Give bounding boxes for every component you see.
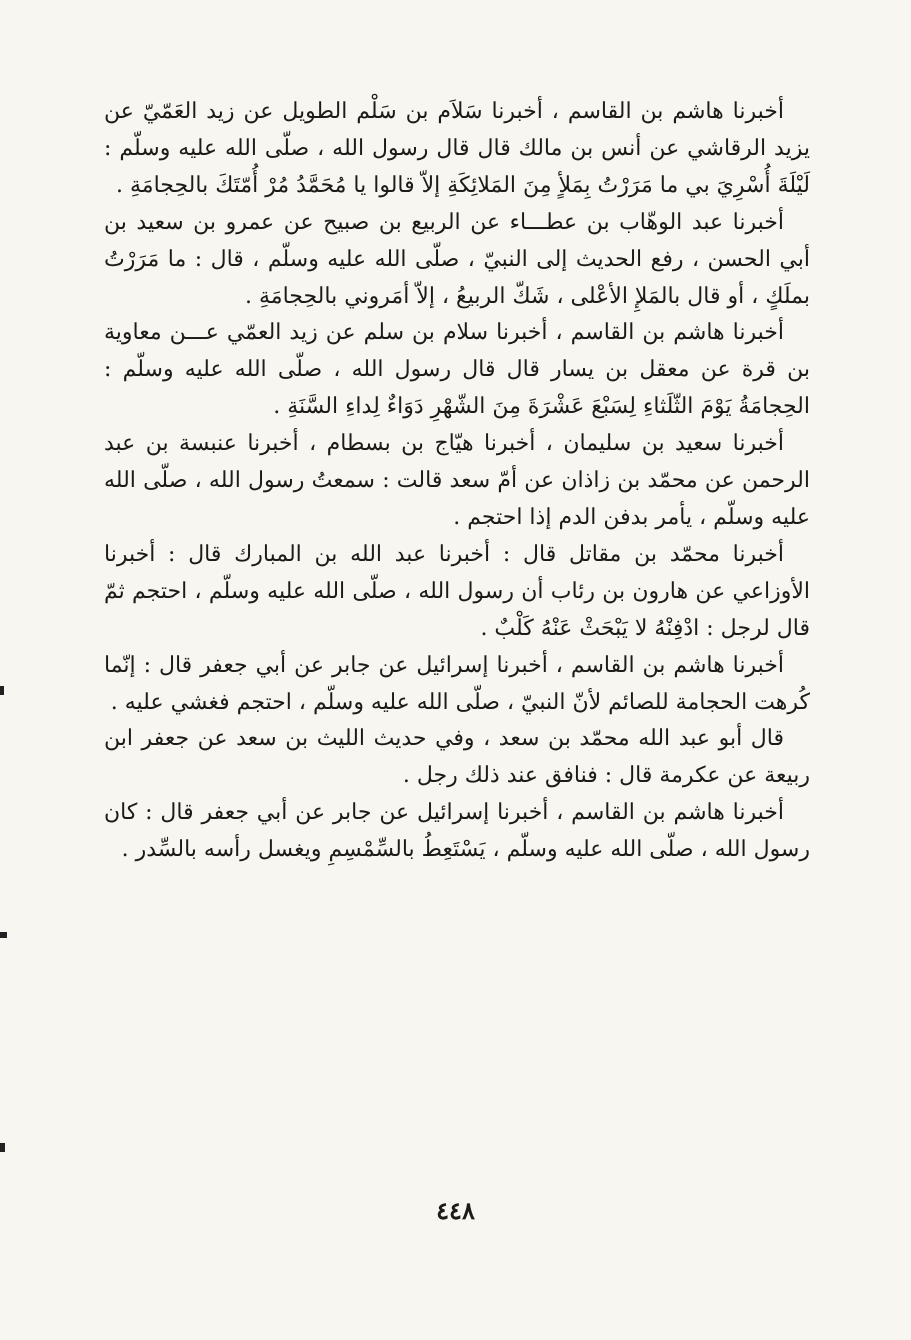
- paragraph-5: أخبرنا محمّد بن مقاتل قال : أخبرنا عبد الله بن المبارك قال : أخبرنا الأوزاعي عن هارون بن رئاب أن رسول الله ، صلّى الله عليه وسلّم ، احتجم ثمّ قال لرجل : ادْفِنْهُ لا يَبْحَثْ عَنْهُ كَلْبٌ .: [104, 541, 810, 641]
- text-body: [104, 94, 810, 869]
- paragraph-3: أخبرنا هاشم بن القاسم ، أخبرنا سلام بن سلم عن زيد العمّي عـــن معاوية بن قرة عن معقل بن يسار قال قال رسول الله ، صلّى الله عليه وسلّم : الحِجامَةُ يَوْمَ الثّلَثاءِ لِسَبْعَ عَشْرَةَ مِنَ الشّهْرِ دَوَاءٌ لِداءِ السَّنَةِ .: [104, 320, 810, 420]
- paragraph-2: أخبرنا عبد الوهّاب بن عطـــاء عن الربيع بن صبيح عن عمرو بن سعيد بن أبي الحسن ، رفع الحديث إلى النبيّ ، صلّى الله عليه وسلّم ، قال : ما مَرَرْتُ بملَكٍ ، أو قال بالمَلإِ الأعْلى ، شَكّ الربيعُ ، إلاّ أمَروني بالحِجامَةِ .: [104, 209, 810, 309]
- paragraph-6: أخبرنا هاشم بن القاسم ، أخبرنا إسرائيل عن جابر عن أبي جعفر قال : إنّما كُرهت الحجامة للصائم لأنّ النبيّ ، صلّى الله عليه وسلّم ، احتجم فغشي عليه .: [104, 652, 810, 715]
- paragraph-8: أخبرنا هاشم بن القاسم ، أخبرنا إسرائيل عن جابر عن أبي جعفر قال : كان رسول الله ، صلّى الله عليه وسلّم ، يَسْتَعِطُ بالسِّمْسِمِ ويغسل رأسه بالسِّدر .: [104, 800, 810, 863]
- paragraph-1: أخبرنا هاشم بن القاسم ، أخبرنا سَلاَم بن سَلْم الطويل عن زيد العَمّيّ عن يزيد الرقاشي عن أنس بن مالك قال قال رسول الله ، صلّى الله عليه وسلّم : لَيْلَةَ أُسْرِيَ بي ما مَرَرْتُ بِمَلأٍ مِنَ المَلائِكَةِ إلاّ قالوا يا مُحَمَّدُ مُرْ أُمّتَكَ بالحِجامَةِ .: [104, 99, 810, 198]
- paragraph-4: أخبرنا سعيد بن سليمان ، أخبرنا هيّاج بن بسطام ، أخبرنا عنبسة بن عبد الرحمن عن محمّد بن زاذان عن أمّ سعد قالت : سمعتُ رسول الله ، صلّى الله عليه وسلّم ، يأمر بدفن الدم إذا احتجم .: [104, 431, 810, 530]
- page-number: ٤٤٨: [436, 1196, 475, 1225]
- paragraph-7: قال أبو عبد الله محمّد بن سعد ، وفي حديث الليث بن سعد عن جعفر ابن ربيعة عن عكرمة قال : فنافق عند ذلك رجل .: [104, 726, 810, 789]
- scan-mark: [0, 932, 7, 938]
- scan-mark: [0, 686, 4, 695]
- scan-mark: [0, 1143, 5, 1152]
